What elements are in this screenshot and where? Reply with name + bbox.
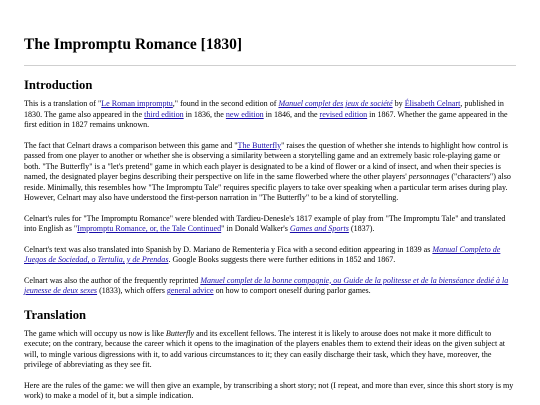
translation-paragraph-1 [24,329,516,371]
text: The game which will occupy us now is like [24,328,166,338]
translation-paragraph-2 [24,381,516,402]
text: Celnart's rules for "The Impromptu Romance" were blended with Tardieu-Denesle's 1817 example of play from "The Impromptu Tale" and translated into English as " [24,213,506,233]
intro-paragraph-2 [24,141,516,204]
link-the-butterfly[interactable]: The Butterfly [237,140,282,150]
text: , published in 1830. The game also appeared in the [24,99,504,119]
link-new-edition[interactable]: new edition [225,109,264,119]
text: . Google Books suggests there were further editions in 1852 and 1867. [168,255,396,264]
text: (1833), which offers [97,286,167,295]
text: by [392,99,405,108]
text: in 1836, the [183,109,226,119]
text: " raises the question of whether she intends to highlight how control is passed from one player to another or whether she is observing a similarity between a storytelling game and an extremely basic role-playing game or both. "The Butterfly" is a "let's pretend" game in which each player is designated to be a kind of flower or a kind of insect, and when their species is named, the designated player begins describing their perspective on life in the same flowerbed where the other players' [24,140,508,181]
link-games-and-sports[interactable] [290,224,349,233]
text: Celnart was also the author of the frequently reprinted [24,275,201,285]
text: ," found in the second edition of [172,99,279,108]
text: Here are the rules of the game: we will then give an example, by transcribing a short story; not (I repeat, and more than ever, since this short story is my work) to make a model of it, but a simple indication. [24,380,514,400]
introduction-heading: Introduction [24,78,93,92]
intro-paragraph-1 [24,99,516,131]
page-title: The Impromptu Romance [1830] [24,36,242,53]
link-le-roman-impromptu[interactable]: Le Roman impromptu [101,99,173,108]
intro-paragraph-5 [24,276,516,297]
link-impromptu-romance-tale-continued[interactable]: Impromptu Romance, or, the Tale Continued [77,224,222,233]
title-divider [24,65,516,66]
emphasis: personnages [408,172,450,181]
link-general-advice[interactable]: general advice [166,286,214,295]
text: and its excellent fellows. The interest it is likely to arouse does not make it more difficult to execute; on the contrary, because the career which it opens to the imagination of the players enables them to extend their ideas on the given subject at will, to mingle various digressions with it, to add various circumstances to it; they can easily discharge their task, which they have, moreover, the privilege of abbreviating as they see fit. [24,328,505,369]
text: in 1867. Whether the game appeared in the first edition in 1827 remains unknown. [24,109,508,129]
text: Celnart's text was also translated into Spanish by D. Mariano de Rementeria y Fica with a second edition appearing in 1839 as [24,244,433,254]
text: (1837). [348,224,375,233]
link-revised-edition[interactable]: revised edition [319,109,368,119]
link-manuel-complet-jeux[interactable] [278,99,392,108]
intro-paragraph-4 [24,245,516,266]
translation-heading: Translation [24,307,87,322]
link-text: Manual Completo de Juegos de Sociedad, o Tertulia, y de Prendas [24,244,501,264]
text: The fact that Celnart draws a comparison between this game and " [24,140,238,150]
link-text: Games and Sports [289,224,349,233]
link-text: Manuel complet des jeux de société [278,99,393,108]
text: on how to comport oneself during parlor games. [213,286,371,295]
link-text: Manuel complet de la bonne compagnie, ou Guide de la politesse et de la bienséance dedié à la jeunesse de deux sexes [24,275,509,295]
emphasis: Butterfly [165,328,195,338]
text: ("characters") also reside. Minimally, this resembles how "The Impromptu Tale" requires specific players to take over speaking when a particular term arises during play. However, Celnart may also have understood the first-person narration in "The Butterfly" to be a kind of storytelling. [24,172,511,202]
text: " in Donald Walker's [221,224,290,233]
text: This is a translation of " [24,99,102,108]
text: in 1846, and the [263,109,320,119]
intro-paragraph-3 [24,214,516,235]
link-third-edition[interactable]: third edition [144,109,184,119]
link-elisabeth-celnart[interactable]: Élisabeth Celnart [404,99,461,108]
